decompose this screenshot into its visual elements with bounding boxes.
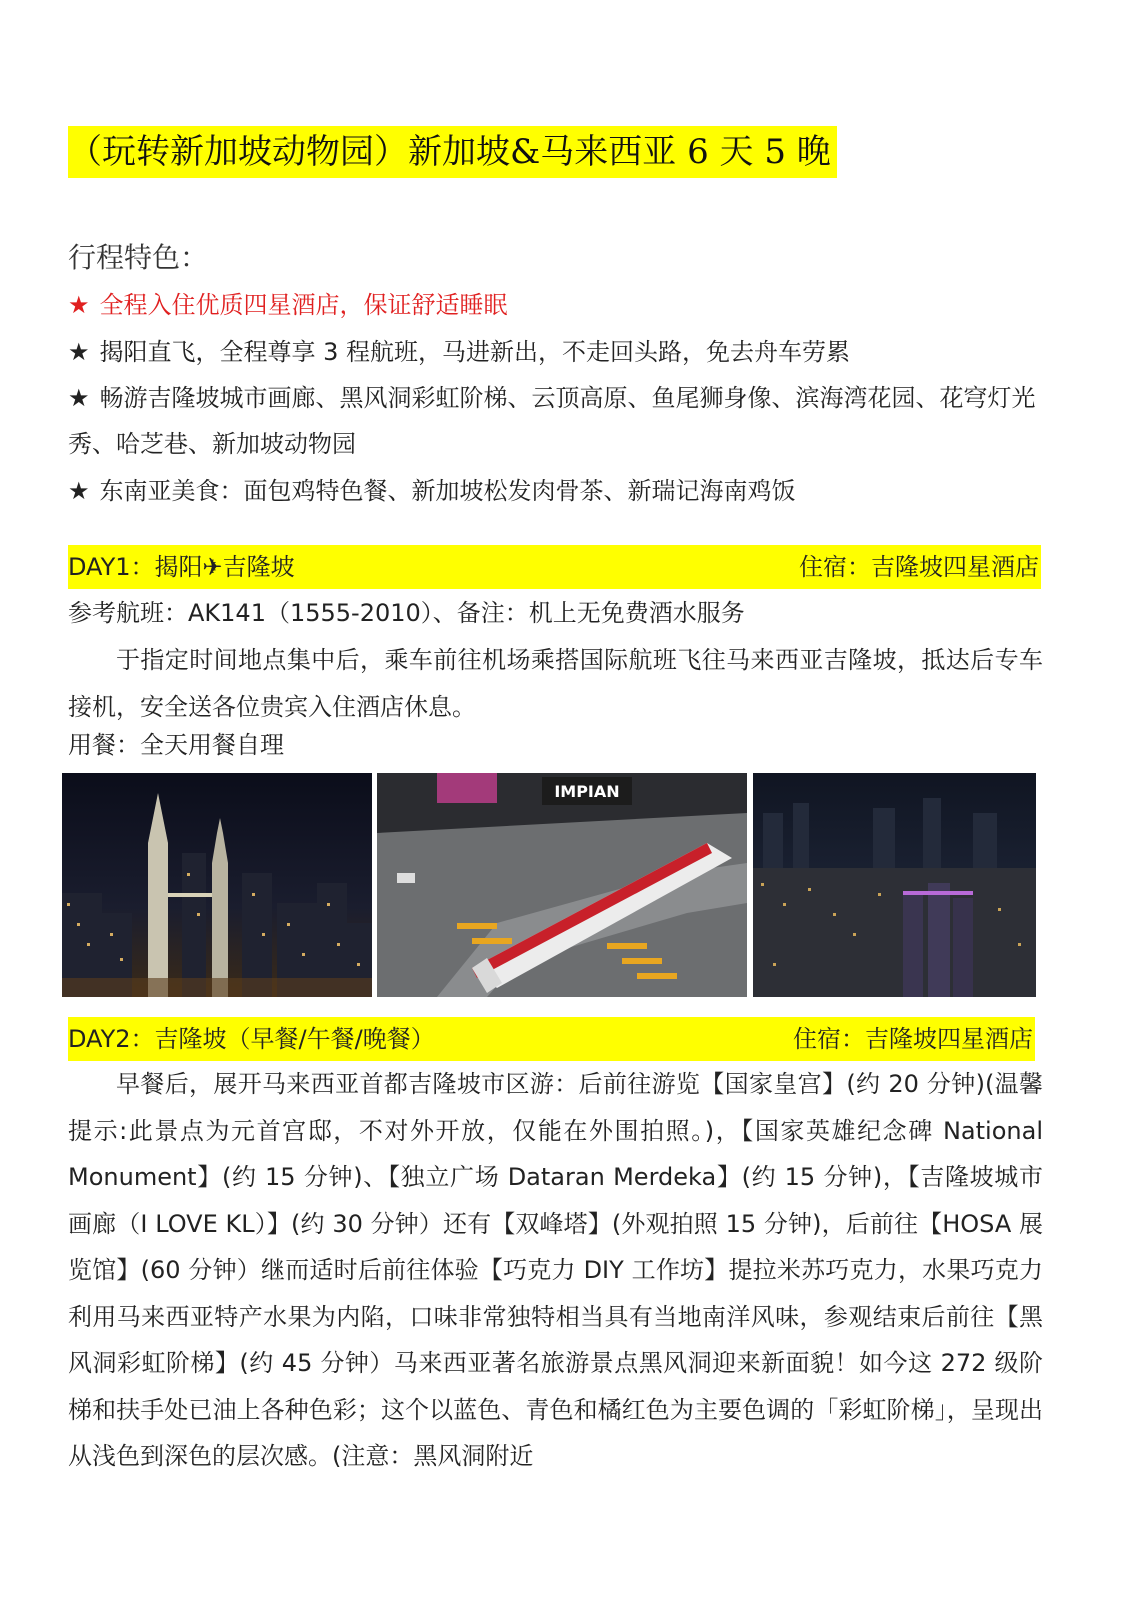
day1-meals: 用餐：全天用餐自理 <box>68 731 284 759</box>
feature-item-hotel <box>68 282 1078 328</box>
photo-kl-city-night <box>753 773 1036 997</box>
day2-label: DAY2：吉隆坡（早餐/午餐/晚餐） <box>68 1025 435 1053</box>
day2-stay: 住宿：吉隆坡四星酒店 <box>793 1025 1033 1053</box>
star-icon: ★ <box>68 291 90 319</box>
photo-klcc-night <box>62 773 372 997</box>
day1-label: DAY1：揭阳✈吉隆坡 <box>68 553 295 581</box>
feature-item-flight <box>68 329 1078 375</box>
day1-flight: 参考航班：AK141（1555-2010）、备注：机上无免费酒水服务 <box>68 599 745 627</box>
feature-item-sights <box>68 375 1078 467</box>
star-icon: ★ <box>68 477 90 505</box>
feature-item-food <box>68 468 1078 514</box>
day1-stay: 住宿：吉隆坡四星酒店 <box>799 553 1039 581</box>
photo-monorail <box>377 773 747 997</box>
feature-text: 全程入住优质四星酒店，保证舒适睡眠 <box>99 291 508 319</box>
star-icon: ★ <box>68 384 90 412</box>
day2-header <box>68 1017 1035 1061</box>
star-icon: ★ <box>68 338 90 366</box>
billboard-text: IMPIAN <box>554 782 620 801</box>
day1-description: 于指定时间地点集中后，乘车前往机场乘搭国际航班飞往马来西亚吉隆坡，抵达后专车接机，安全送各位贵宾入住酒店休息。 <box>68 646 1043 721</box>
day2-description: 早餐后，展开马来西亚首都吉隆坡市区游：后前往游览【国家皇宫】(约 20 分钟)(温馨提示:此景点为元首宫邸，不对外开放，仅能在外围拍照。)，【国家英雄纪念碑 National Monument】(约 15 分钟)、【独立广场 Dataran Merdeka】(约 15 分钟)，【吉隆坡城市画廊（I LOVE KL）】(约 30 分钟）还有【双峰塔】(外观拍照 15 分钟)，后前往【HOSA 展览馆】(60 分钟）继而适时后前往体验【巧克力 DIY 工作坊】提拉米苏巧克力，水果巧克力利用马来西亚特产水果为内陷，口味非常独特相当具有当地南洋风味，参观结束后前往【黑风洞彩虹阶梯】(约 45 分钟）马来西亚著名旅游景点黑风洞迎来新面貌！如今这 272 级阶梯和扶手处已油上各种色彩；这个以蓝色、青色和橘红色为主要色调的「彩虹阶梯」，呈现出从浅色到深色的层次感。(注意：黑风洞附近 <box>68 1070 1043 1470</box>
page-title: （玩转新加坡动物园）新加坡&马来西亚 6 天 5 晚 <box>68 126 837 178</box>
feature-text: 揭阳直飞，全程尊享 3 程航班，马进新出，不走回头路，免去舟车劳累 <box>99 338 851 366</box>
day1-header <box>68 545 1041 589</box>
features-heading: 行程特色： <box>68 241 209 274</box>
feature-text: 畅游吉隆坡城市画廊、黑风洞彩虹阶梯、云顶高原、鱼尾狮身像、滨海湾花园、花穹灯光秀、哈芝巷、新加坡动物园 <box>68 384 1036 458</box>
feature-text: 东南亚美食：面包鸡特色餐、新加坡松发肉骨茶、新瑞记海南鸡饭 <box>99 477 796 505</box>
